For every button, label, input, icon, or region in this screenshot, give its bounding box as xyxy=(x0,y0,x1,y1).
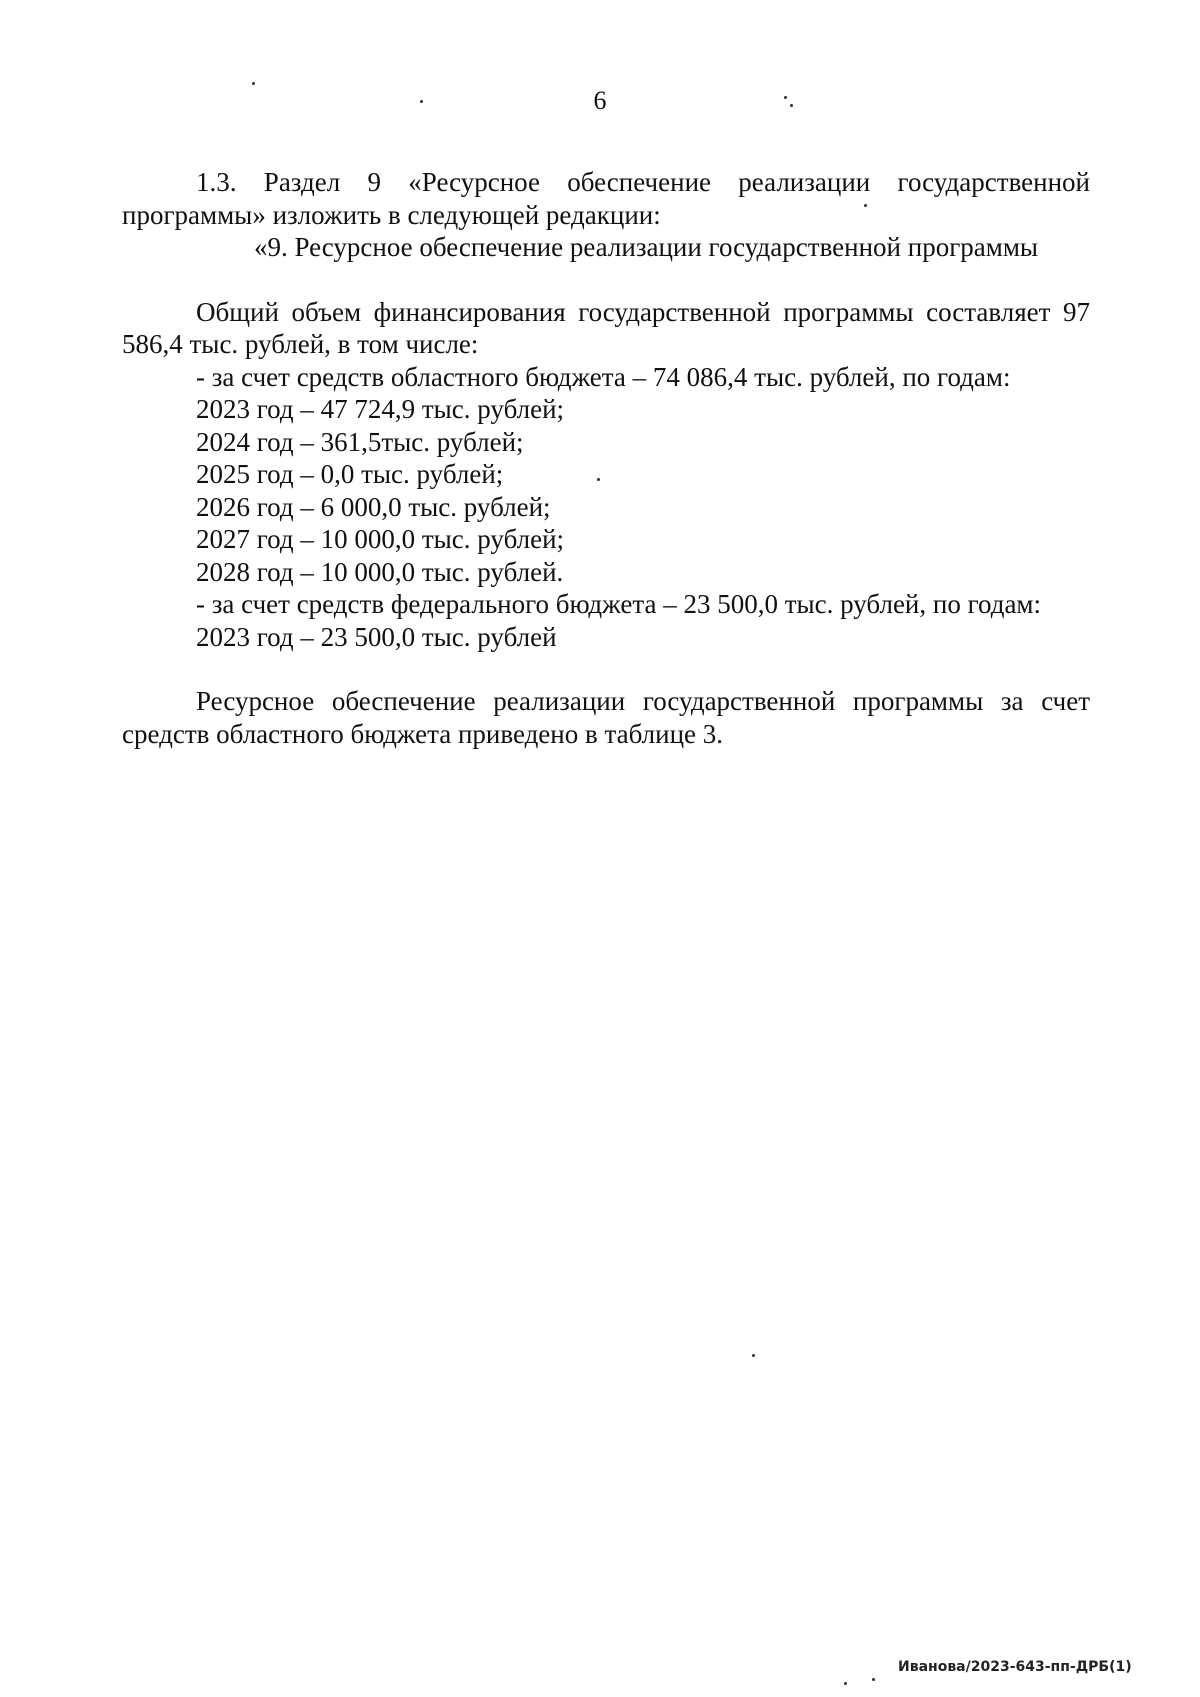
spacer xyxy=(122,264,1090,296)
scan-speck xyxy=(784,96,787,99)
scan-speck xyxy=(790,104,793,107)
page-number: 6 xyxy=(593,86,607,115)
regional-year-2027: 2027 год – 10 000,0 тыс. рублей; xyxy=(196,524,565,554)
amendment-intro-paragraph: 1.3. Раздел 9 «Ресурсное обеспечение реализации государственной программы» изложить в следующей редакции: xyxy=(122,167,1090,230)
federal-year-2023: 2023 год – 23 500,0 тыс. рублей xyxy=(196,621,557,652)
regional-year-2026: 2026 год – 6 000,0 тыс. рублей; xyxy=(196,491,551,522)
regional-year-2024: 2024 год – 361,5тыс. рублей; xyxy=(196,426,524,457)
scan-speck xyxy=(420,100,423,103)
total-financing-paragraph: Общий объем финансирования государственной программы составляет 97 586,4 тыс. рублей, в том числе: xyxy=(122,296,1090,359)
regional-year-2025: 2025 год – 0,0 тыс. рублей; xyxy=(196,459,504,489)
federal-budget-line: - за счет средств федерального бюджета – 23 500,0 тыс. рублей, по годам: xyxy=(196,589,1042,619)
closing-paragraph: Ресурсное обеспечение реализации государственной программы за счет средств областного бюджета приведено в таблице 3. xyxy=(122,686,1090,749)
regional-year-2028: 2028 год – 10 000,0 тыс. рублей. xyxy=(196,556,564,587)
scan-speck xyxy=(844,1682,847,1685)
spacer xyxy=(122,653,1090,685)
scan-speck xyxy=(752,1354,755,1357)
scan-speck xyxy=(252,82,255,85)
regional-year-2023: 2023 год – 47 724,9 тыс. рублей; xyxy=(196,394,565,424)
scan-speck xyxy=(597,478,600,481)
scan-speck xyxy=(872,1678,875,1681)
section-heading: «9. Ресурсное обеспечение реализации государственной программы xyxy=(253,232,1039,262)
regional-budget-line: - за счет средств областного бюджета – 74 086,4 тыс. рублей, по годам: xyxy=(196,361,1011,392)
scan-speck xyxy=(864,204,867,207)
document-code: Иванова/2023-643-пп-ДРБ(1) xyxy=(898,1659,1132,1675)
document-body xyxy=(122,166,1090,750)
